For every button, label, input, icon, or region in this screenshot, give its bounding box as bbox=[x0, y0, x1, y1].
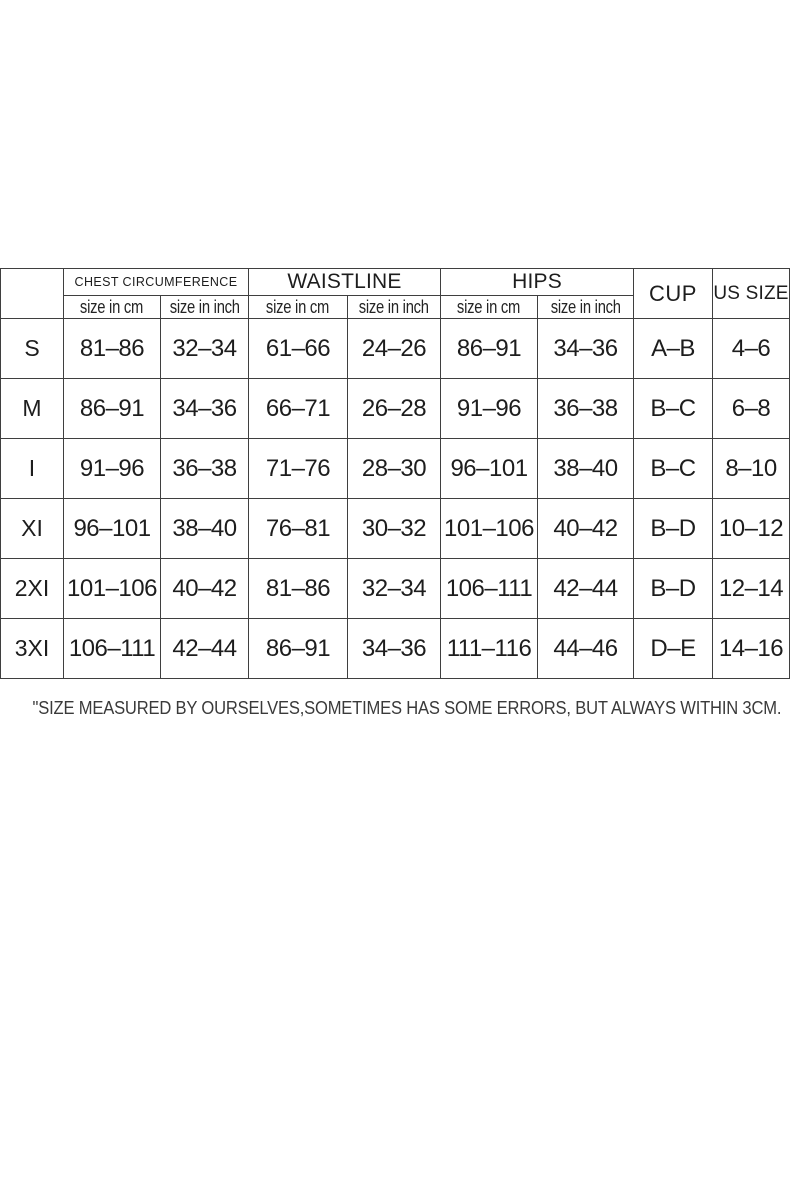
us-size-value: 4–6 bbox=[713, 319, 790, 379]
subheader-waist-size-in-inch bbox=[348, 296, 441, 319]
waist-cm-value: 61–66 bbox=[249, 319, 348, 379]
table-row-l bbox=[1, 439, 790, 499]
hips-inch-value: 34–36 bbox=[538, 319, 634, 379]
hips-inch-value: 44–46 bbox=[538, 619, 634, 679]
hips-cm-value: 101–106 bbox=[441, 499, 538, 559]
waist-inch-value: 26–28 bbox=[348, 379, 441, 439]
cup-value: B–C bbox=[634, 439, 713, 499]
subheader-chest-size-in-cm bbox=[64, 296, 161, 319]
us-size-value: 8–10 bbox=[713, 439, 790, 499]
chest-inch-value: 42–44 bbox=[161, 619, 249, 679]
chest-cm-value: 101–106 bbox=[64, 559, 161, 619]
cup-value: D–E bbox=[634, 619, 713, 679]
chest-cm-value: 96–101 bbox=[64, 499, 161, 559]
hips-inch-value: 40–42 bbox=[538, 499, 634, 559]
table-row-2xl bbox=[1, 559, 790, 619]
subheader-hips-size-in-cm bbox=[441, 296, 538, 319]
hips-cm-value: 106–111 bbox=[441, 559, 538, 619]
subheader-label: size in cm bbox=[266, 296, 330, 317]
waist-cm-value: 86–91 bbox=[249, 619, 348, 679]
hips-inch-value: 38–40 bbox=[538, 439, 634, 499]
waist-inch-value: 28–30 bbox=[348, 439, 441, 499]
table-row-3xl bbox=[1, 619, 790, 679]
hips-cm-value: 111–116 bbox=[441, 619, 538, 679]
header-waistline: WAISTLINE bbox=[249, 269, 441, 296]
waist-cm-value: 71–76 bbox=[249, 439, 348, 499]
subheader-label: size in inch bbox=[358, 296, 430, 317]
corner-cell bbox=[1, 269, 64, 319]
waist-inch-value: 32–34 bbox=[348, 559, 441, 619]
hips-cm-value: 91–96 bbox=[441, 379, 538, 439]
chest-inch-value: 34–36 bbox=[161, 379, 249, 439]
size-label: I bbox=[1, 439, 64, 499]
size-label: XI bbox=[1, 499, 64, 559]
waist-cm-value: 66–71 bbox=[249, 379, 348, 439]
subheader-hips-size-in-inch bbox=[538, 296, 634, 319]
us-size-value: 10–12 bbox=[713, 499, 790, 559]
size-label: 2XI bbox=[1, 559, 64, 619]
footnote-text: "SIZE MEASURED BY OURSELVES,SOMETIMES HAS SOME ERRORS, BUT ALWAYS WITHIN 3CM. bbox=[32, 698, 782, 718]
us-size-value: 12–14 bbox=[713, 559, 790, 619]
chest-cm-value: 106–111 bbox=[64, 619, 161, 679]
chest-inch-value: 36–38 bbox=[161, 439, 249, 499]
us-size-value: 6–8 bbox=[713, 379, 790, 439]
header-cup: CUP bbox=[634, 269, 713, 319]
chest-inch-value: 32–34 bbox=[161, 319, 249, 379]
chest-cm-value: 81–86 bbox=[64, 319, 161, 379]
table-row-m bbox=[1, 379, 790, 439]
hips-cm-value: 86–91 bbox=[441, 319, 538, 379]
waist-inch-value: 30–32 bbox=[348, 499, 441, 559]
header-group-row bbox=[1, 269, 790, 296]
subheader-label: size in inch bbox=[550, 296, 621, 317]
table-row-xl bbox=[1, 499, 790, 559]
subheader-label: size in cm bbox=[457, 296, 521, 317]
cup-value: B–C bbox=[634, 379, 713, 439]
hips-inch-value: 36–38 bbox=[538, 379, 634, 439]
subheader-label: size in inch bbox=[169, 296, 240, 317]
chest-cm-value: 91–96 bbox=[64, 439, 161, 499]
size-label: S bbox=[1, 319, 64, 379]
waist-cm-value: 81–86 bbox=[249, 559, 348, 619]
waist-cm-value: 76–81 bbox=[249, 499, 348, 559]
header-hips: HIPS bbox=[441, 269, 634, 296]
size-chart-table bbox=[0, 268, 790, 679]
header-us-size: US SIZE bbox=[713, 269, 790, 319]
waist-inch-value: 34–36 bbox=[348, 619, 441, 679]
chest-inch-value: 40–42 bbox=[161, 559, 249, 619]
hips-inch-value: 42–44 bbox=[538, 559, 634, 619]
waist-inch-value: 24–26 bbox=[348, 319, 441, 379]
us-size-value: 14–16 bbox=[713, 619, 790, 679]
cup-value: B–D bbox=[634, 559, 713, 619]
size-label: 3XI bbox=[1, 619, 64, 679]
cup-value: B–D bbox=[634, 499, 713, 559]
footnote bbox=[0, 697, 800, 719]
subheader-chest-size-in-inch bbox=[161, 296, 249, 319]
size-label: M bbox=[1, 379, 64, 439]
cup-value: A–B bbox=[634, 319, 713, 379]
subheader-label: size in cm bbox=[80, 296, 144, 317]
header-chest-circumference: CHEST CIRCUMFERENCE bbox=[64, 269, 249, 296]
chest-cm-value: 86–91 bbox=[64, 379, 161, 439]
hips-cm-value: 96–101 bbox=[441, 439, 538, 499]
subheader-waist-size-in-cm bbox=[249, 296, 348, 319]
table-row-s bbox=[1, 319, 790, 379]
chest-inch-value: 38–40 bbox=[161, 499, 249, 559]
